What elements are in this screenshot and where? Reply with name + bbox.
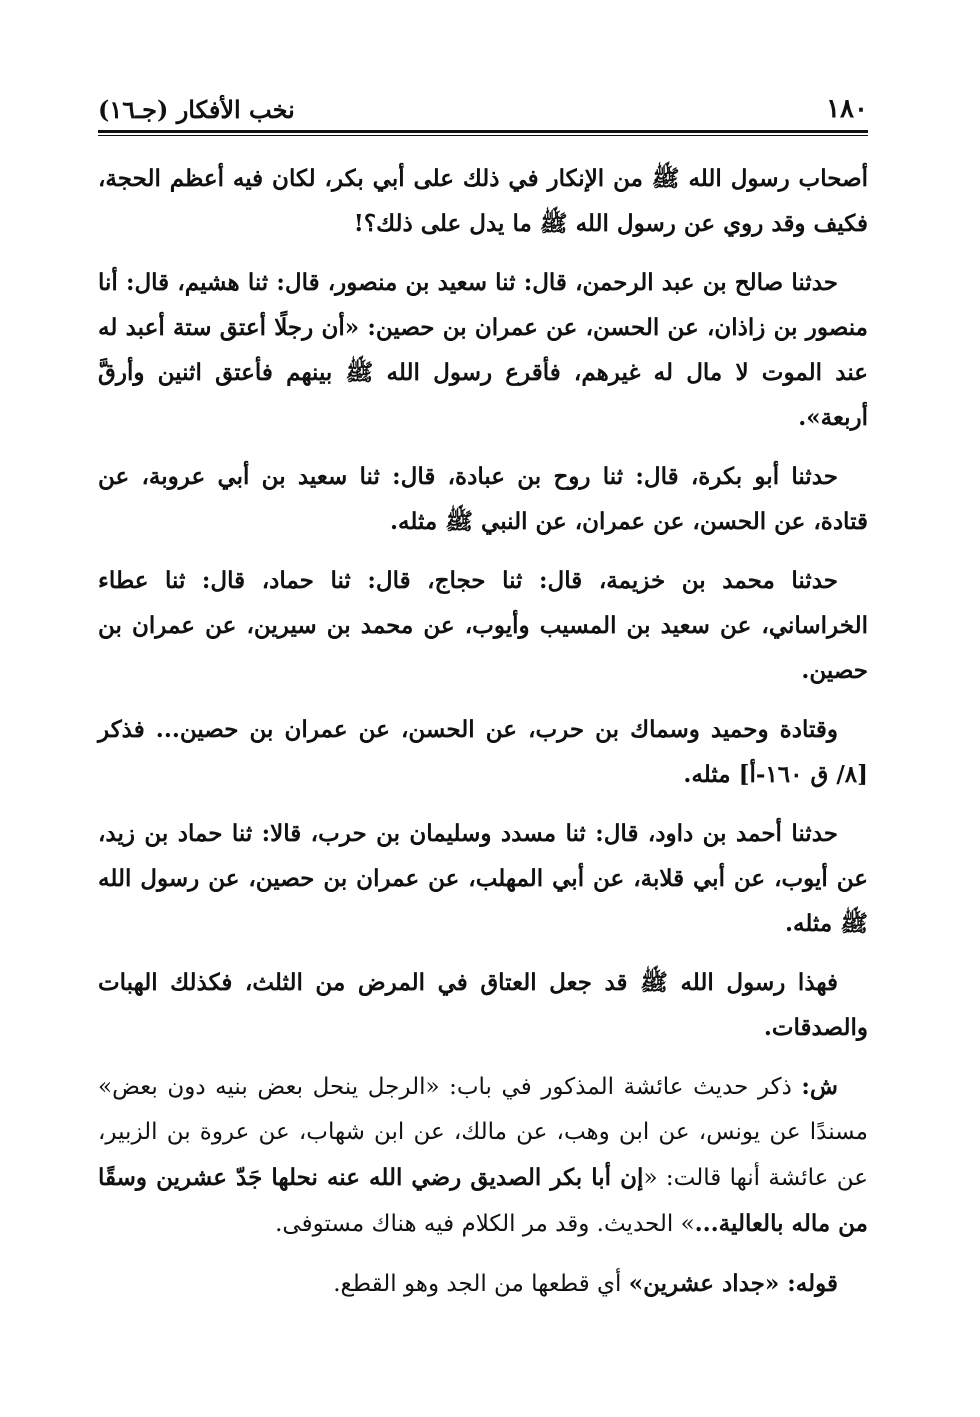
paragraph-hadith-1: حدثنا صالح بن عبد الرحمن، قال: ثنا سعيد بن منصور، قال: ثنا هشيم، قال: أنا منصور بن زاذان، عن الحسن، عن عمران بن حصين: «أن رجلًا أعتق ستة أعبد له عند الموت لا مال له غيرهم، فأقرع رسول الله ﷺ بينهم فأعتق اثنين وأرقَّ أربعة». [98, 269, 868, 431]
commentary-quote: إن أبا بكر الصديق رضي الله عنه نحلها جَدّ عشرين وسقًا من ماله بالعالية... [98, 1164, 868, 1237]
paragraph-hadith-2: حدثنا أبو بكرة، قال: ثنا روح بن عبادة، قال: ثنا سعيد بن أبي عروبة، عن قتادة، عن الحسن، عن عمران، عن النبي ﷺ مثله. [98, 463, 868, 535]
page-number: ١٨٠ [826, 94, 868, 124]
paragraph-hadith-5: حدثنا أحمد بن داود، قال: ثنا مسدد وسليمان بن حرب، قالا: ثنا حماد بن زيد، عن أيوب، عن أبي قلابة، عن أبي المهلب، عن عمران بن حصين، عن رسول الله ﷺ مثله. [98, 820, 868, 937]
page-body [98, 88, 868, 1307]
paragraph-continuation: أصحاب رسول الله ﷺ من الإنكار في ذلك على أبي بكر، لكان فيه أعظم الحجة، فكيف وقد روي عن رسول الله ﷺ ما يدل على ذلك؟! [98, 165, 868, 237]
gloss-label: قوله: «جداد عشرين» [628, 1270, 838, 1297]
commentary-marker: ش: [801, 1073, 838, 1100]
paragraph-hadith-4: وقتادة وحميد وسماك بن حرب، عن الحسن، عن عمران بن حصين... فذكر [٨/ ق ١٦٠-أ] مثله. [98, 716, 868, 788]
paragraph-conclusion: فهذا رسول الله ﷺ قد جعل العتاق في المرض من الثلث، فكذلك الهبات والصدقات. [98, 969, 868, 1041]
commentary-text-2: » الحديث. وقد مر الكلام فيه هناك مستوفى. [275, 1211, 695, 1237]
commentary-text-1: ذكر حديث عائشة المذكور في باب: «الرجل ينحل بعض بنيه دون بعض» مسندًا عن يونس، عن ابن وهب، عن مالك، عن ابن شهاب، عن عروة بن الزبير، عن عائشة أنها قالت: « [98, 1074, 868, 1191]
commentary-paragraph [98, 1064, 868, 1247]
paragraph-hadith-3: حدثنا محمد بن خزيمة، قال: ثنا حجاج، قال: ثنا حماد، قال: ثنا عطاء الخراساني، عن سعيد بن المسيب وأيوب، عن محمد بن سيرين، عن عمران بن حصين. [98, 567, 868, 684]
running-header [98, 88, 868, 128]
header-rule-thick [98, 130, 868, 133]
book-title: نخب الأفكار (جـ١٦) [98, 95, 295, 124]
header-rule-thin [98, 135, 868, 136]
gloss-paragraph [98, 1261, 868, 1307]
gloss-text: أي قطعها من الجد وهو القطع. [333, 1271, 629, 1297]
